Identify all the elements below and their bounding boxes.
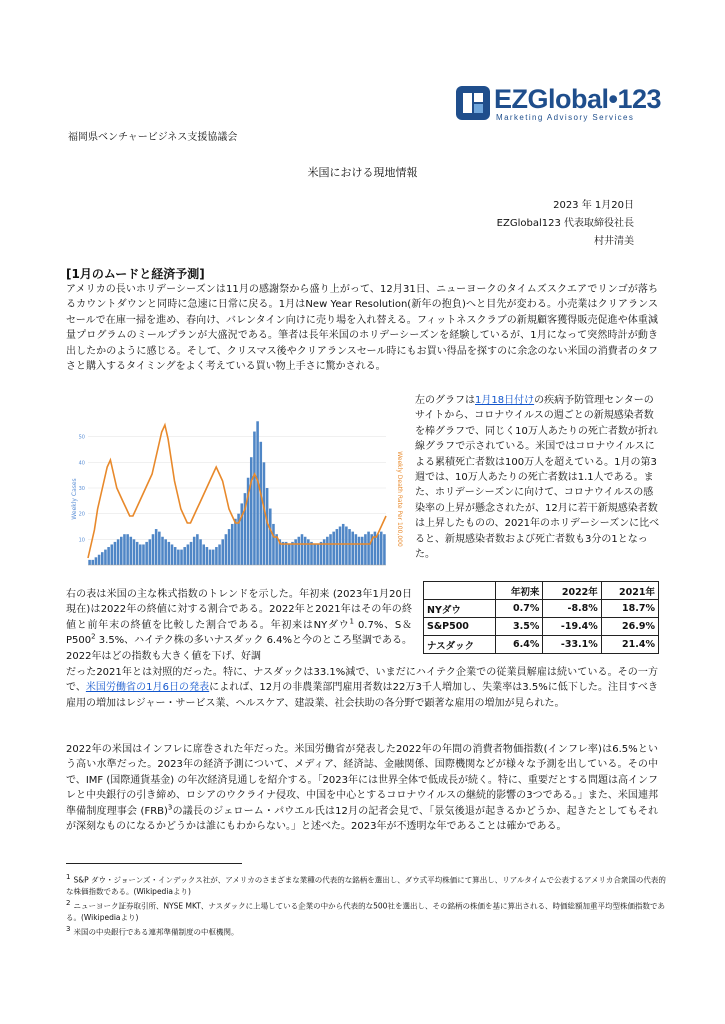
weekly-cases-bar xyxy=(206,547,209,565)
weekly-cases-bar xyxy=(272,524,275,565)
author-name: 村井清美 xyxy=(594,236,634,247)
index-name: ナスダック xyxy=(424,636,496,654)
footnote-text: ニューヨーク証券取引所、NYSE MKT、ナスダックに上場している企業の中から代表的な500社を選出し、その銘柄の株価を基に算出される、時価総額加重平均型株価指数である。(Wikipediaより) xyxy=(66,901,665,922)
weekly-cases-bar xyxy=(196,534,199,565)
weekly-cases-bar xyxy=(329,534,332,565)
organization-name: 福岡県ベンチャービジネス支援協議会 xyxy=(68,132,238,143)
weekly-cases-bar xyxy=(336,529,339,565)
section-heading: [1月のムードと経済予測] xyxy=(66,267,205,281)
weekly-cases-bar xyxy=(202,544,205,565)
stock-trends-text-3: 3.5%、ハイテク株の多いナスダック 6.4%と今のところ堅調である。2022年はどの指数も大きく値を下げ、好調 xyxy=(66,635,412,662)
weekly-cases-bar xyxy=(259,442,262,565)
weekly-cases-bar xyxy=(174,547,177,565)
logo-mark-icon xyxy=(456,86,490,120)
weekly-cases-bar xyxy=(364,534,367,565)
weekly-cases-bar xyxy=(377,534,380,565)
weekly-cases-bar xyxy=(221,539,224,565)
weekly-cases-bar xyxy=(367,532,370,565)
weekly-cases-bar xyxy=(380,532,383,565)
y-axis-label: Weekly Cases xyxy=(71,478,78,520)
chart-description xyxy=(415,393,660,562)
weekly-cases-bar xyxy=(339,527,342,566)
weekly-cases-bar xyxy=(149,539,152,565)
y-tick-label: 10 xyxy=(78,537,85,544)
weekly-cases-bar xyxy=(228,529,231,565)
weekly-cases-bar xyxy=(120,537,123,565)
weekly-cases-bar xyxy=(88,560,91,565)
index-name: S&P500 xyxy=(424,618,496,636)
company-logo xyxy=(456,86,688,126)
weekly-cases-bar xyxy=(110,544,113,565)
outlook-text-2: の議長のジェローム・パウエル氏は12月の記者会見で、「景気後退が起きるかどうか、起きたとしてもそれが深刻なものになるかどうかは誰にもわからない。」と述べた。2023年が不透明な年であることは確かである。 xyxy=(66,805,658,833)
outlook-text-1: 2022年の米国はインフレに席巻された年だった。米国労働省が発表した2022年の年間の消費者物価指数(インフレ率)は6.5%という高い水準だった。2023年の経済予測について、メディア、経済誌、金融関係、国際機関などが様々な予測を出している。その中で、IMF (国際通貨基金) の年次経済見通しを紹介する。「2023年には世界全体で低成長が続く。特に、重要だとする問題は高インフレと中央銀行の引き締め、ロシアのウクライナ侵攻、中国を中心とするコロナウイルスの継続的影響の3つである。」また、米国連邦準備制度理事会 (FRB) xyxy=(66,744,658,817)
footnote-3 xyxy=(66,924,666,938)
weekly-cases-bar xyxy=(285,542,288,565)
weekly-cases-bar xyxy=(155,529,158,565)
table-header-cell: 年初来 xyxy=(496,582,543,600)
weekly-cases-bar xyxy=(310,542,313,565)
weekly-cases-bar xyxy=(117,539,120,565)
weekly-cases-bar xyxy=(298,537,301,565)
weekly-cases-bar xyxy=(215,547,218,565)
chart-description-intro: 左のグラフは xyxy=(415,395,475,406)
stock-index-table xyxy=(423,581,659,654)
weekly-cases-bar xyxy=(345,527,348,566)
weekly-cases-bar xyxy=(383,534,386,565)
weekly-cases-bar xyxy=(190,542,193,565)
table-cell: 6.4% xyxy=(496,636,543,654)
document-date: 2023 年 1月20日 xyxy=(553,200,634,211)
weekly-cases-bar xyxy=(250,457,253,565)
weekly-cases-bar xyxy=(355,534,358,565)
weekly-cases-bar xyxy=(164,539,167,565)
footnote-number: 3 xyxy=(66,925,71,933)
weekly-cases-bar xyxy=(332,532,335,565)
weekly-cases-bar xyxy=(123,534,126,565)
stock-trends-text-1: 右の表は米国の主な株式指数のトレンドを示した。年初来 (2023年1月20日現在)は2022年の終値に対する割合である。2022年と2021年はその年の終値と前年末の終値を比較した割合である。年初来はNYダウ xyxy=(66,589,412,631)
paragraph-january-mood: アメリカの長いホリデーシーズンは11月の感謝祭から盛り上がって、12月31日、ニューヨークのタイムズスクエアでリンゴが落ちるカウントダウンと同時に急速に日常に戻る。1月はNew Year Resolution(新年の抱負)へと目先が変わる。小売業はクリアランスセールで在庫一掃を進め、春向け、バレンタイン向けに売り場を入れ替える。フィットネスクラブの新規顧客獲得販売促進や体重減量プログラムのミールプランが大盛況である。筆者は長年米国のホリデーシーズンを経験しているが、1月になって突然時計が動き出したかのように感じる。そして、クリスマス後やクリアランスセール時にもお買い得品を探すのに余念のない米国の消費者のタフさと購入するタイミングをよく考えている買い物上手さに驚かされる。 xyxy=(66,284,658,373)
weekly-cases-bar xyxy=(269,509,272,565)
table-cell: 26.9% xyxy=(601,618,658,636)
footnote-1 xyxy=(66,872,666,897)
cdc-link[interactable]: 1月18日付け xyxy=(475,395,535,406)
labor-dept-link[interactable]: 米国労働省の1月6日の発表 xyxy=(85,682,210,694)
weekly-cases-bar xyxy=(291,542,294,565)
table-header-cell: 2022年 xyxy=(543,582,601,600)
weekly-cases-bar xyxy=(183,547,186,565)
weekly-cases-bar xyxy=(101,552,104,565)
y-tick-label: 50 xyxy=(78,434,85,441)
covid-chart xyxy=(66,399,406,574)
weekly-cases-bar xyxy=(266,488,269,565)
weekly-cases-bar xyxy=(358,537,361,565)
weekly-cases-bar xyxy=(139,544,142,565)
author-title: EZGlobal123 代表取締役社長 xyxy=(496,218,634,229)
weekly-cases-bar xyxy=(133,539,136,565)
footnote-text: S&P ダウ・ジョーンズ・インデックス社が、アメリカのさまざまな業種の代表的な銘柄を選出し、ダウ式平均株価にて算出し、リアルタイムで公表するアメリカ合衆国の代表的な株価指数である。(Wikipediaより) xyxy=(66,875,666,896)
table-header-cell xyxy=(424,582,496,600)
stock-trends-text-2: 0.7%、S＆P500 xyxy=(66,619,412,647)
table-header-cell: 2021年 xyxy=(601,582,658,600)
table-cell: 18.7% xyxy=(601,600,658,618)
chart-description-body: の疾病予防管理センターのサイトから、コロナウイルスの週ごとの新規感染者数を棒グラフで、同じく10万人あたりの死亡者数が折れ線グラフで示されている。米国ではコロナウイルスによる累積死亡者数は100万人を超えている。1月の第3週では、10万人あたりの死亡者数は1.1人である。また、ホリデーシーズンに向けて、コロナウイルスの感染率の上昇が懸念されたが、12月に若干新規感染者数は上昇したものの、2021年のホリデーシーズンに比べると、新規感染者数および死亡者数も3分の1となった。 xyxy=(415,395,660,561)
weekly-cases-bar xyxy=(142,544,145,565)
weekly-cases-bar xyxy=(209,550,212,565)
table-row xyxy=(424,618,659,636)
y-tick-label: 20 xyxy=(78,511,85,518)
weekly-cases-bar xyxy=(361,537,364,565)
footnote-2 xyxy=(66,898,666,923)
weekly-cases-bar xyxy=(95,557,98,565)
weekly-cases-bar xyxy=(136,542,139,565)
weekly-cases-bar xyxy=(171,544,174,565)
employment-text-1: だった2021年とは対照的だった。特に、ナスダックは33.1%減で、いまだにハイテク企業での従業員解雇は続いている。その一方で、 xyxy=(66,667,658,694)
footnote-ref-1[interactable]: 1 xyxy=(349,617,354,626)
table-cell: 0.7% xyxy=(496,600,543,618)
weekly-cases-bar xyxy=(130,537,133,565)
y-tick-label: 40 xyxy=(78,460,85,467)
weekly-cases-bar xyxy=(304,537,307,565)
weekly-cases-bar xyxy=(256,421,259,565)
weekly-cases-bar xyxy=(307,539,310,565)
paragraph-economic-outlook xyxy=(66,742,658,834)
footnote-number: 1 xyxy=(66,873,71,881)
weekly-cases-bar xyxy=(218,544,221,565)
weekly-cases-bar xyxy=(161,537,164,565)
weekly-cases-bar xyxy=(313,544,316,565)
covid-chart-svg xyxy=(66,399,406,574)
footnote-ref-3[interactable]: 3 xyxy=(167,803,173,812)
logo-wordmark: EZGlobal•123 xyxy=(494,84,662,114)
weekly-cases-bar xyxy=(193,537,196,565)
weekly-cases-bar xyxy=(98,555,101,565)
weekly-cases-bar xyxy=(231,524,234,565)
weekly-cases-bar xyxy=(351,532,354,565)
weekly-cases-bar xyxy=(323,539,326,565)
y-tick-label: 30 xyxy=(78,486,85,492)
weekly-cases-bar xyxy=(212,550,215,565)
weekly-cases-bar xyxy=(294,539,297,565)
table-cell: -19.4% xyxy=(543,618,601,636)
weekly-cases-bar xyxy=(199,539,202,565)
footnote-text: 米国の中央銀行である連邦準備制度の中枢機関。 xyxy=(73,927,239,937)
table-header-row xyxy=(424,582,659,600)
weekly-cases-bar xyxy=(158,532,161,565)
weekly-cases-bar xyxy=(282,542,285,565)
weekly-cases-bar xyxy=(91,560,94,565)
index-name: NYダウ xyxy=(424,600,496,618)
y2-axis-label: Weekly Death Rate Per 100,000 xyxy=(396,451,403,547)
paragraph-stock-trends xyxy=(66,587,412,664)
weekly-cases-bar xyxy=(225,534,228,565)
table-row xyxy=(424,600,659,618)
weekly-cases-bar xyxy=(326,537,329,565)
footnote-divider xyxy=(66,863,242,864)
paragraph-employment xyxy=(66,665,658,711)
weekly-cases-bar xyxy=(234,519,237,565)
table-row xyxy=(424,636,659,654)
table-cell: 21.4% xyxy=(601,636,658,654)
weekly-cases-bar xyxy=(187,544,190,565)
weekly-cases-bar xyxy=(180,550,183,565)
employment-text-2: によれば、12月の非農業部門雇用者数は22万3千人増加し、失業率は3.5%に低下した。注目すべき雇用の増加はレジャー・サービス業、ヘルスケア、建設業、社会扶助の各分野で顕著な雇用の増加が見られた。 xyxy=(66,682,658,709)
weekly-cases-bar xyxy=(301,534,304,565)
weekly-cases-bar xyxy=(253,432,256,565)
footnote-number: 2 xyxy=(66,899,71,907)
logo-tagline: Marketing Advisory Services xyxy=(496,113,635,122)
weekly-cases-bar xyxy=(145,542,148,565)
weekly-cases-bar xyxy=(288,544,291,565)
weekly-cases-bar xyxy=(104,550,107,565)
weekly-cases-bar xyxy=(317,544,320,565)
weekly-cases-bar xyxy=(114,542,117,565)
weekly-cases-bar xyxy=(320,542,323,565)
weekly-cases-bar xyxy=(177,550,180,565)
weekly-cases-bar xyxy=(348,529,351,565)
weekly-cases-bar xyxy=(152,534,155,565)
footnote-ref-2[interactable]: 2 xyxy=(91,632,96,641)
document-title: 米国における現地情報 xyxy=(307,166,418,179)
weekly-cases-bar xyxy=(126,534,129,565)
table-cell: -8.8% xyxy=(543,600,601,618)
weekly-cases-bar xyxy=(107,547,110,565)
table-cell: -33.1% xyxy=(543,636,601,654)
weekly-cases-bar xyxy=(168,542,171,565)
table-cell: 3.5% xyxy=(496,618,543,636)
